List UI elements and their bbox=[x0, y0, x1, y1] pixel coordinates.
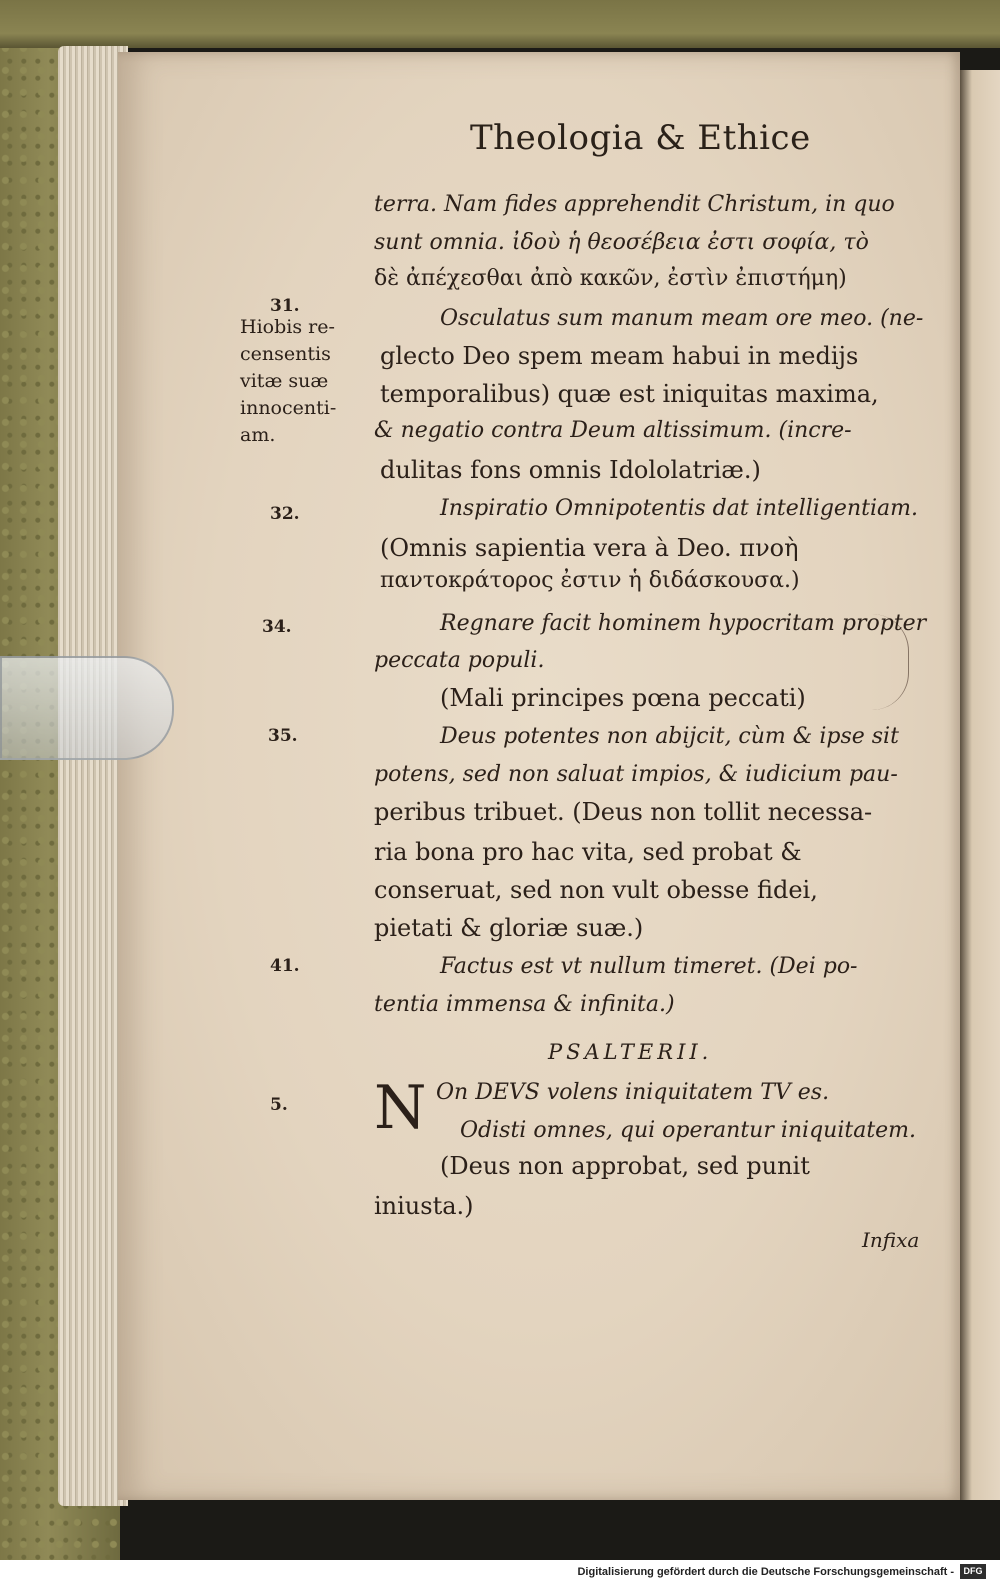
verse-number-35: 35. bbox=[268, 726, 298, 746]
running-head: Theologia & Ethice bbox=[470, 118, 811, 158]
text-line: peribus tribuet. (Deus non tollit necessa- bbox=[374, 798, 873, 826]
margin-note-line: censentis bbox=[240, 343, 331, 365]
facing-page-edge bbox=[960, 70, 1000, 1500]
margin-note-line: am. bbox=[240, 424, 276, 446]
text-line: (Deus non approbat, sed punit bbox=[440, 1152, 810, 1180]
text-line: sunt omnia. ἰδοὺ ἡ θεοσέβεια ἐστι σοφία, τὸ bbox=[374, 230, 869, 255]
text-line: Deus potentes non abijcit, cùm & ipse sit bbox=[440, 724, 899, 749]
dfg-logo: DFG bbox=[960, 1564, 986, 1579]
footer-credit: Digitalisierung gefördert durch die Deutsche Forschungsgemeinschaft - bbox=[577, 1566, 954, 1578]
text-line: peccata populi. bbox=[374, 648, 545, 673]
text-line: ria bona pro hac vita, sed probat & bbox=[374, 838, 802, 866]
section-heading: PSALTERII. bbox=[548, 1040, 713, 1064]
text-line: On DEVS volens iniquitatem TV es. bbox=[436, 1080, 830, 1105]
text-line: glecto Deo spem meam habui in medijs bbox=[380, 342, 859, 370]
text-line: conseruat, sed non vult obesse fidei, bbox=[374, 876, 818, 904]
text-line: temporalibus) quæ est iniquitas maxima, bbox=[380, 380, 879, 408]
margin-note-line: vitæ suæ bbox=[240, 370, 329, 392]
text-line: δὲ ἀπέχεσθαι ἀπὸ κακῶν, ἐστὶν ἐπιστήμη) bbox=[374, 266, 847, 291]
text-line: παντοκράτορος ἐστιν ἡ διδάσκουσα.) bbox=[380, 568, 800, 593]
text-line: (Omnis sapientia vera à Deo. πνοὴ bbox=[380, 534, 799, 562]
verse-number-31: 31. bbox=[270, 296, 300, 316]
text-line: Inspiratio Omnipotentis dat intelligentiam. bbox=[440, 496, 918, 521]
text-line: (Mali principes pœna peccati) bbox=[440, 684, 806, 712]
page-clip bbox=[0, 656, 174, 760]
text-line: Odisti omnes, qui operantur iniquitatem. bbox=[460, 1118, 917, 1143]
text-line: tentia immensa & infinita.) bbox=[374, 992, 675, 1017]
text-line: Factus est vt nullum timeret. (Dei po- bbox=[440, 954, 858, 979]
text-line: iniusta.) bbox=[374, 1192, 474, 1220]
verse-number-32: 32. bbox=[270, 504, 300, 524]
margin-note-line: innocenti- bbox=[240, 397, 337, 419]
margin-note bbox=[240, 314, 336, 449]
text-line: Regnare facit hominem hypocritam propter bbox=[440, 611, 927, 636]
text-line: pietati & gloriæ suæ.) bbox=[374, 914, 644, 942]
text-line: terra. Nam fides apprehendit Christum, in quo bbox=[374, 192, 895, 217]
book-cover-top bbox=[0, 0, 1000, 48]
catchword: Infixa bbox=[862, 1228, 920, 1252]
margin-note-line: Hiobis re- bbox=[240, 316, 335, 338]
verse-number-34: 34. bbox=[262, 617, 292, 637]
verse-number-5: 5. bbox=[270, 1095, 288, 1115]
text-line: dulitas fons omnis Idololatriæ.) bbox=[380, 456, 761, 484]
text-line: & negatio contra Deum altissimum. (incre- bbox=[374, 418, 852, 443]
verse-number-41: 41. bbox=[270, 956, 300, 976]
text-line: potens, sed non saluat impios, & iudicium pau- bbox=[374, 762, 898, 787]
drop-capital: N bbox=[374, 1073, 427, 1143]
text-line: Osculatus sum manum meam ore meo. (ne- bbox=[440, 306, 924, 331]
